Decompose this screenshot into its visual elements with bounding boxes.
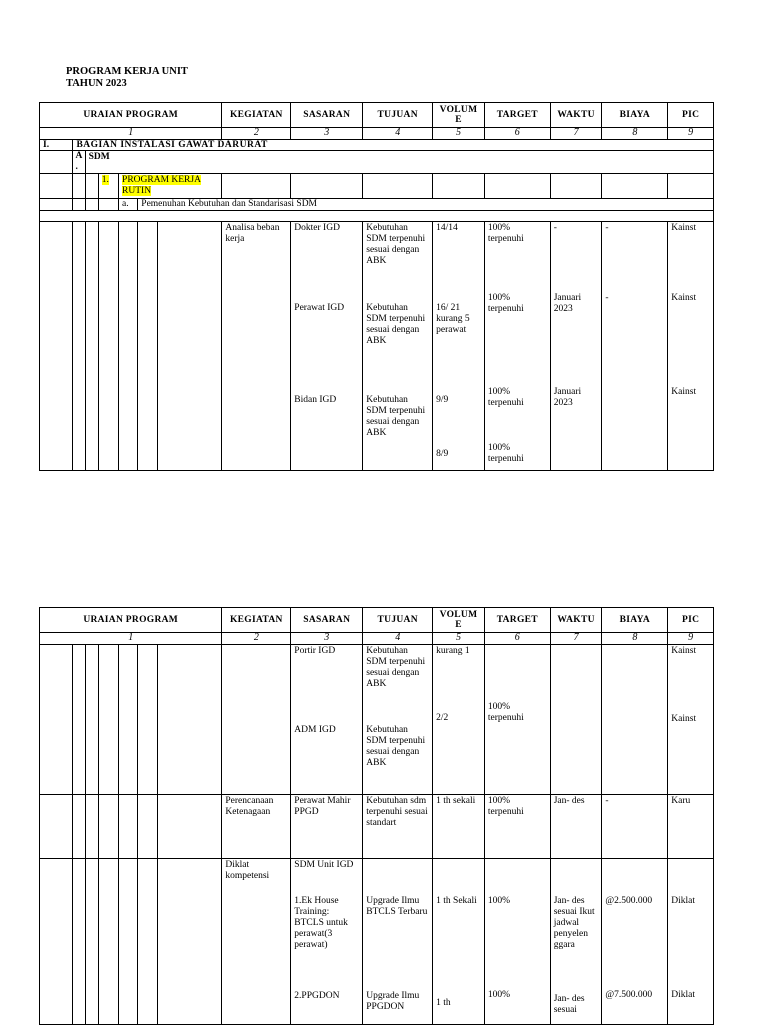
col-num: 3 — [291, 128, 363, 140]
biaya-ppgdon: @7.500.000 — [605, 990, 653, 1000]
volume-extra: 8/9 — [436, 449, 449, 459]
kegiatan-perencanaan: Perencanaan Ketenagaan — [222, 795, 291, 859]
program-number — [98, 174, 118, 199]
sasaran-bidan: Bidan IGD — [294, 395, 337, 405]
pic-dokter: Kainst — [671, 223, 697, 233]
empty-cell — [98, 645, 118, 795]
empty-cell — [433, 174, 485, 199]
target-spacer — [488, 860, 547, 896]
sasaran-ppgdon: 2.PPGDON — [294, 991, 340, 1001]
program-table-2 — [39, 607, 714, 1025]
empty-cell — [40, 199, 73, 211]
item-letter: a. — [119, 199, 138, 211]
target-ppgdon: 100% — [487, 990, 511, 1000]
pic-spacer — [671, 860, 710, 896]
biaya-spacer — [605, 860, 664, 896]
target-spacer — [488, 646, 547, 702]
pic-cell — [668, 645, 714, 795]
header-row — [40, 608, 714, 633]
section-label: BAGIAN INSTALASI GAWAT DARURAT — [73, 140, 714, 151]
tujuan-perawat: Kebutuhan SDM terpenuhi sesuai dengan ABK — [366, 303, 426, 346]
header-biaya: BIAYA — [602, 103, 668, 128]
empty-cell — [73, 859, 85, 1025]
empty-cell — [157, 645, 222, 795]
header-kegiatan: KEGIATAN — [222, 608, 291, 633]
empty-cell — [222, 174, 291, 199]
empty-cell — [157, 795, 222, 859]
tujuan-portir: Kebutuhan SDM terpenuhi sesuai dengan ABK — [366, 646, 426, 689]
col-num: 7 — [550, 633, 602, 645]
empty-cell — [73, 645, 85, 795]
empty-cell — [98, 795, 118, 859]
sasaran-portir: Portir IGD — [294, 646, 336, 656]
empty-cell — [40, 211, 714, 222]
empty-cell — [138, 645, 157, 795]
detail-row-perencanaan — [40, 795, 714, 859]
col-num: 5 — [433, 633, 485, 645]
subsection-row — [40, 151, 714, 174]
empty-cell — [138, 795, 157, 859]
empty-cell — [98, 199, 118, 211]
volume-portir: kurang 1 — [436, 646, 470, 656]
program-label — [119, 174, 222, 199]
target-diklat — [484, 859, 550, 1025]
col-num: 8 — [602, 633, 668, 645]
biaya-diklat — [602, 859, 668, 1025]
header-biaya: BIAYA — [602, 608, 668, 633]
header-waktu: WAKTU — [550, 608, 602, 633]
empty-cell — [40, 795, 73, 859]
header-uraian: URAIAN PROGRAM — [40, 608, 222, 633]
col-num: 4 — [363, 128, 433, 140]
sasaran-adm: ADM IGD — [294, 725, 336, 735]
sasaran-diklat — [291, 859, 363, 1025]
empty-cell — [40, 645, 73, 795]
waktu-cell — [550, 222, 602, 471]
volume-bidan: 9/9 — [436, 395, 449, 405]
target-btcls: 100% — [487, 896, 511, 906]
empty-cell — [85, 795, 98, 859]
col-num: 2 — [222, 633, 291, 645]
col-num: 7 — [550, 128, 602, 140]
item-label: Pemenuhan Kebutuhan dan Standarisasi SDM — [138, 199, 714, 211]
col-num: 4 — [363, 633, 433, 645]
col-num: 3 — [291, 633, 363, 645]
header-volume: VOLUM E — [433, 103, 485, 128]
header-pic: PIC — [668, 608, 714, 633]
detail-row-diklat — [40, 859, 714, 1025]
empty-cell — [119, 645, 138, 795]
sasaran-perawat-mahir: Perawat Mahir PPGD — [291, 795, 363, 859]
column-number-row — [40, 633, 714, 645]
header-sasaran: SASARAN — [291, 608, 363, 633]
subsection-letter-text: A — [75, 151, 83, 161]
tujuan-btcls: Upgrade Ilmu BTCLS Terbaru — [366, 896, 428, 917]
pic-perencanaan: Karu — [668, 795, 714, 859]
empty-cell — [157, 222, 222, 471]
empty-cell — [291, 174, 363, 199]
empty-cell — [363, 174, 433, 199]
target-bidan: 100% terpenuhi — [487, 387, 524, 408]
col-num: 9 — [668, 128, 714, 140]
header-row — [40, 103, 714, 128]
blank-row — [40, 211, 714, 222]
tujuan-dokter: Kebutuhan SDM terpenuhi sesuai dengan ABK — [366, 223, 426, 266]
col-num: 8 — [602, 128, 668, 140]
empty-cell — [484, 174, 550, 199]
subsection-dot: . — [75, 162, 78, 172]
header-kegiatan: KEGIATAN — [222, 103, 291, 128]
empty-cell — [85, 645, 98, 795]
header-sasaran: SASARAN — [291, 103, 363, 128]
header-target: TARGET — [484, 608, 550, 633]
target-perencanaan: 100% terpenuhi — [484, 795, 550, 859]
empty-cell — [119, 222, 138, 471]
sasaran-dokter: Dokter IGD — [294, 223, 340, 233]
volume-spacer — [436, 860, 481, 896]
kegiatan-cell: Analisa beban kerja — [222, 222, 291, 471]
sasaran-sdm-unit: SDM Unit IGD — [294, 860, 354, 870]
empty-cell — [85, 174, 98, 199]
volume-btcls: 1 th Sekali — [436, 896, 477, 906]
tujuan-perencanaan: Kebutuhan sdm terpenuhi sesuai standart — [363, 795, 433, 859]
empty-cell — [602, 645, 668, 795]
col-num: 6 — [484, 128, 550, 140]
col-num: 2 — [222, 128, 291, 140]
empty-cell — [138, 859, 157, 1025]
tujuan-adm: Kebutuhan SDM terpenuhi sesuai dengan ABK — [366, 725, 426, 768]
empty-cell — [602, 174, 668, 199]
biaya-dokter: - — [605, 223, 609, 233]
pic-portir: Kainst — [671, 646, 697, 656]
empty-cell — [40, 859, 73, 1025]
title-line-2: TAHUN 2023 — [66, 78, 127, 89]
waktu-perawat: Januari 2023 — [553, 293, 582, 314]
empty-cell — [119, 795, 138, 859]
sasaran-perawat: Perawat IGD — [294, 303, 345, 313]
volume-cell — [433, 222, 485, 471]
empty-cell — [40, 174, 73, 199]
pic-bidan: Kainst — [671, 387, 697, 397]
col-num: 6 — [484, 633, 550, 645]
col-num: 1 — [40, 633, 222, 645]
volume-ppgdon: 1 th — [436, 998, 451, 1008]
empty-cell — [85, 222, 98, 471]
pic-adm: Kainst — [671, 714, 697, 724]
empty-cell — [550, 174, 602, 199]
tujuan-spacer — [366, 860, 429, 896]
empty-cell — [73, 199, 85, 211]
program-table-1 — [39, 102, 714, 471]
detail-row-portir-adm — [40, 645, 714, 795]
item-row — [40, 199, 714, 211]
program-row — [40, 174, 714, 199]
volume-adm: 2/2 — [436, 713, 449, 723]
header-tujuan: TUJUAN — [363, 103, 433, 128]
pic-btcls: Diklat — [671, 896, 696, 906]
empty-cell — [668, 174, 714, 199]
waktu-perencanaan: Jan- des — [550, 795, 602, 859]
target-cell — [484, 222, 550, 471]
biaya-perawat: - — [605, 293, 609, 303]
waktu-bidan: Januari 2023 — [553, 387, 582, 408]
empty-cell — [73, 222, 85, 471]
waktu-spacer — [554, 860, 599, 896]
waktu-dokter: - — [553, 223, 557, 233]
sasaran-cell — [291, 645, 363, 795]
pic-ppgdon: Diklat — [671, 990, 696, 1000]
volume-dokter: 14/14 — [436, 223, 458, 233]
empty-cell — [119, 859, 138, 1025]
header-tujuan: TUJUAN — [363, 608, 433, 633]
empty-cell — [85, 859, 98, 1025]
header-target: TARGET — [484, 103, 550, 128]
col-num: 1 — [40, 128, 222, 140]
empty-cell — [98, 859, 118, 1025]
waktu-btcls: Jan- des sesuai Ikut jadwal penyelen ggara — [553, 896, 595, 950]
empty-cell — [73, 795, 85, 859]
empty-cell — [222, 645, 291, 795]
empty-cell — [73, 174, 85, 199]
pic-perawat: Kainst — [671, 293, 697, 303]
empty-cell — [98, 222, 118, 471]
kegiatan-diklat: Diklat kompetensi — [222, 859, 291, 1025]
empty-cell — [157, 859, 222, 1025]
sasaran-btcls: 1.Ek House Training: BTCLS untuk perawat(3 perawat) — [294, 896, 348, 950]
pic-cell — [668, 222, 714, 471]
empty-cell — [40, 151, 73, 174]
tujuan-cell — [363, 222, 433, 471]
program-number-text: 1. — [101, 175, 109, 185]
biaya-btcls: @2.500.000 — [605, 896, 653, 906]
tujuan-cell — [363, 645, 433, 795]
empty-cell — [138, 222, 157, 471]
tujuan-bidan: Kebutuhan SDM terpenuhi sesuai dengan ABK — [366, 395, 426, 438]
volume-perencanaan: 1 th sekali — [433, 795, 485, 859]
empty-cell — [40, 222, 73, 471]
waktu-ppgdon: Jan- des sesuai — [553, 994, 585, 1015]
target-cell — [484, 645, 550, 795]
sasaran-cell — [291, 222, 363, 471]
pic-diklat — [668, 859, 714, 1025]
target-value: 100% terpenuhi — [487, 702, 524, 723]
subsection-letter — [73, 151, 85, 174]
program-label-text: PROGRAM KERJA RUTIN — [122, 175, 201, 196]
volume-cell — [433, 645, 485, 795]
header-volume: VOLUM E — [433, 608, 485, 633]
document-title — [66, 66, 188, 90]
column-number-row — [40, 128, 714, 140]
header-pic: PIC — [668, 103, 714, 128]
header-waktu: WAKTU — [550, 103, 602, 128]
empty-cell — [550, 645, 602, 795]
target-dokter: 100% terpenuhi — [487, 223, 524, 244]
biaya-cell — [602, 222, 668, 471]
detail-row — [40, 222, 714, 471]
waktu-diklat — [550, 859, 602, 1025]
section-row — [40, 140, 714, 151]
volume-diklat — [433, 859, 485, 1025]
title-line-1: PROGRAM KERJA UNIT — [66, 66, 188, 77]
target-perawat: 100% terpenuhi — [487, 293, 524, 314]
col-num: 9 — [668, 633, 714, 645]
tujuan-ppgdon: Upgrade Ilmu PPGDON — [366, 991, 420, 1012]
volume-perawat: 16/ 21 kurang 5 perawat — [436, 303, 470, 335]
subsection-label: SDM — [85, 151, 713, 174]
tujuan-diklat — [363, 859, 433, 1025]
header-uraian: URAIAN PROGRAM — [40, 103, 222, 128]
target-extra: 100% terpenuhi — [487, 443, 524, 464]
biaya-perencanaan: - — [602, 795, 668, 859]
col-num: 5 — [433, 128, 485, 140]
section-number: I. — [40, 140, 73, 151]
empty-cell — [85, 199, 98, 211]
